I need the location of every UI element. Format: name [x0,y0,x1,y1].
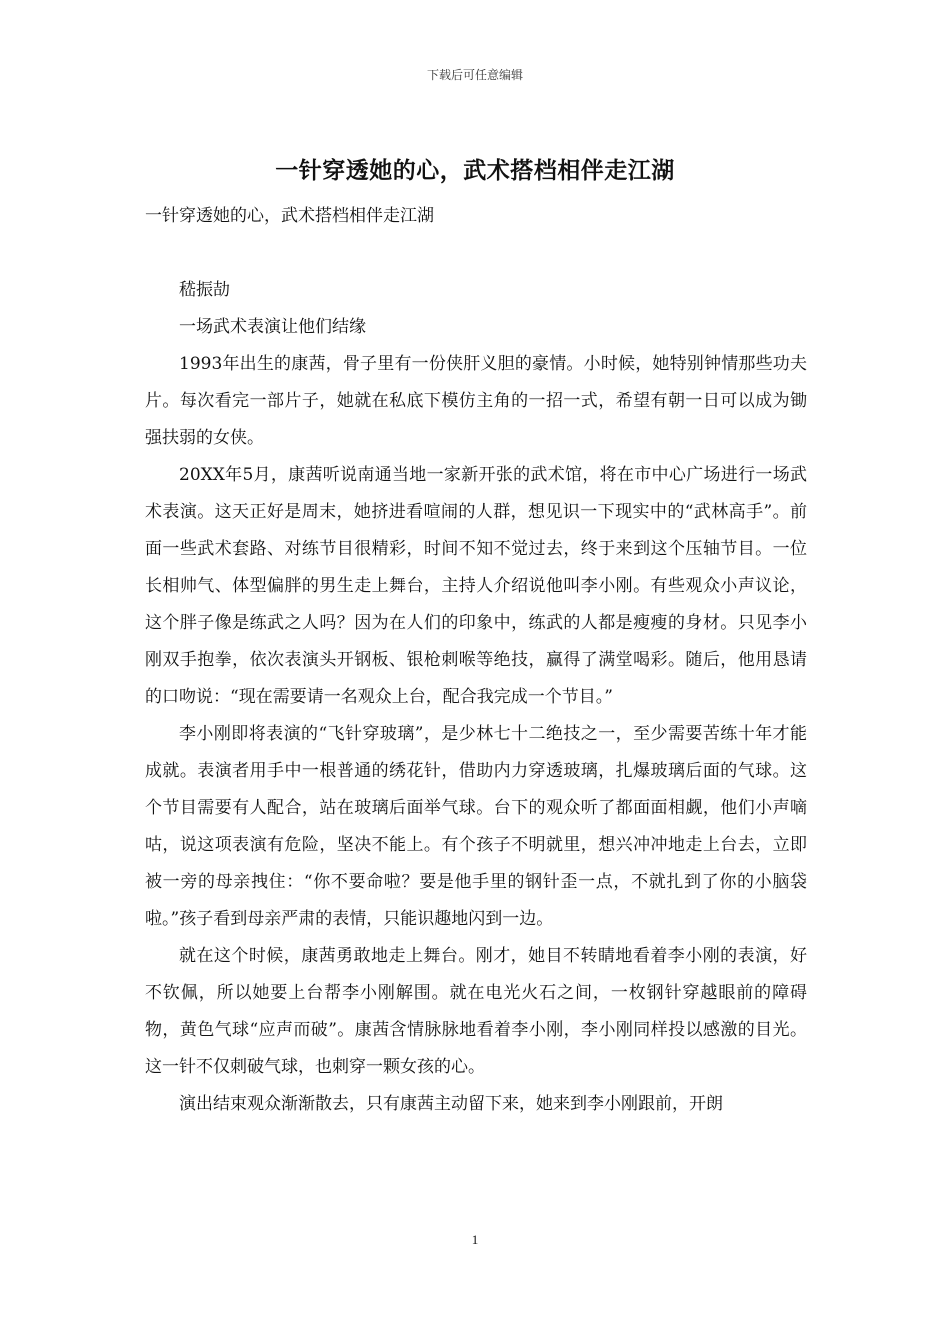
page-number: 1 [471,1232,479,1247]
document-subtitle: 一针穿透她的心，武术搭档相伴走江湖 [145,206,434,226]
paragraph-1: 1993年出生的康茜，骨子里有一份侠肝义胆的豪情。小时候，她特别钟情那些功夫片。每次看完一部片子，她就在私底下模仿主角的一招一式，希望有朝一日可以成为锄强扶弱的女侠。 [145,354,807,448]
author-line: 嵇振劼 [179,280,230,300]
paragraph-4: 就在这个时候，康茜勇敢地走上舞台。刚才，她目不转睛地看着李小刚的表演，好不钦佩，所以她要上台帮李小刚解围。就在电光火石之间，一枚钢针穿越眼前的障碍物，黄色气球“应声而破”。康茜含情脉脉地看着李小刚，李小刚同样投以感激的目光。这一针不仅刺破气球，也刺穿一颗女孩的心。 [145,946,807,1077]
header-note: 下载后可任意编辑 [426,68,523,82]
section-heading: 一场武术表演让他们结缘 [179,317,366,337]
document-body [145,272,807,1123]
paragraph-3: 李小刚即将表演的“飞针穿玻璃”，是少林七十二绝技之一，至少需要苦练十年才能成就。表演者用手中一根普通的绣花针，借助内力穿透玻璃，扎爆玻璃后面的气球。这个节目需要有人配合，站在玻璃后面举气球。台下的观众听了都面面相觑，他们小声嘀咕，说这项表演有危险，坚决不能上。有个孩子不明就里，想兴冲冲地走上台去，立即被一旁的母亲拽住：“你不要命啦？要是他手里的钢针歪一点，不就扎到了你的小脑袋啦。”孩子看到母亲严肃的表情，只能识趣地闪到一边。 [145,724,807,929]
document-title: 一针穿透她的心，武术搭档相伴走江湖 [275,158,675,184]
paragraph-5: 演出结束观众渐渐散去，只有康茜主动留下来，她来到李小刚跟前，开朗 [179,1094,723,1114]
paragraph-2: 20XX年5月，康茜听说南通当地一家新开张的武术馆，将在市中心广场进行一场武术表演。这天正好是周末，她挤进看喧闹的人群，想见识一下现实中的“武林高手”。前面一些武术套路、对练节目很精彩，时间不知不觉过去，终于来到这个压轴节目。一位长相帅气、体型偏胖的男生走上舞台，主持人介绍说他叫李小刚。有些观众小声议论，这个胖子像是练武之人吗？因为在人们的印象中，练武的人都是瘦瘦的身材。只见李小刚双手抱拳，依次表演头开钢板、银枪刺喉等绝技，赢得了满堂喝彩。随后，他用恳请的口吻说：“现在需要请一名观众上台，配合我完成一个节目。” [145,465,807,707]
